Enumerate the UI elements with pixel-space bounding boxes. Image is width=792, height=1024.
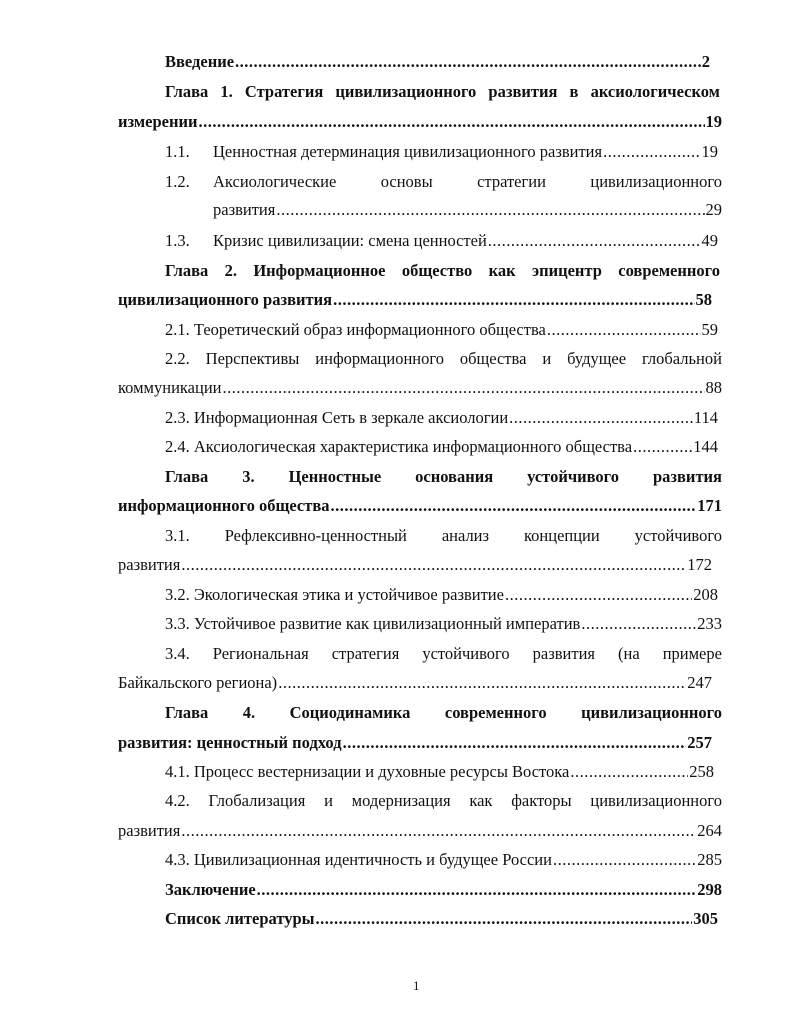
dot-leader <box>547 320 701 340</box>
toc-entry-title: 4.3. Цивилизационная идентичность и будущее России <box>165 850 552 869</box>
heading-word: Глава <box>165 703 209 722</box>
toc-page-number: 19 <box>705 112 722 131</box>
entry-word: и <box>542 349 552 368</box>
dot-leader <box>509 408 693 428</box>
toc-entry-intro <box>165 52 710 72</box>
toc-page-number: 58 <box>695 290 712 309</box>
toc-entry-title: 4.1. Процесс вестернизации и духовные ресурсы Востока <box>165 762 570 781</box>
heading-word: современного <box>618 261 720 280</box>
heading-word: цивилизационного <box>335 82 477 101</box>
toc-page-number: 247 <box>687 673 712 692</box>
toc-entry-title: Заключение <box>165 880 256 899</box>
toc-entry-1-1 <box>213 142 718 162</box>
entry-word: глобальной <box>642 349 722 368</box>
entry-word: как <box>469 791 493 810</box>
entry-word: 3.1. <box>165 526 190 545</box>
entry-word: 4.2. <box>165 791 190 810</box>
entry-word: цивилизационного <box>590 172 722 191</box>
heading-word: Глава <box>165 261 209 280</box>
toc-page-number: 264 <box>697 821 722 840</box>
toc-entry-title: Введение <box>165 52 235 71</box>
toc-entry-title: Список литературы <box>165 909 315 928</box>
toc-entry-title: коммуникации <box>118 378 222 397</box>
toc-entry-1-3 <box>213 231 718 251</box>
toc-page-number: 305 <box>693 909 718 928</box>
toc-entry-2-3 <box>165 408 718 428</box>
page-number: 1 <box>413 978 420 993</box>
dot-leader <box>181 821 696 841</box>
heading-word: 4. <box>242 703 256 722</box>
toc-page-number: 114 <box>693 408 718 427</box>
chapter-4-heading-cont <box>118 733 712 753</box>
section-number: 1.1. <box>165 142 190 161</box>
entry-word: Глобализация <box>208 791 306 810</box>
toc-entry-title: 2.3. Информационная Сеть в зеркале аксиологии <box>165 408 509 427</box>
toc-page-number: 171 <box>697 496 722 515</box>
dot-leader <box>488 231 701 251</box>
entry-word: развития <box>532 644 596 663</box>
heading-word: Ценностные <box>288 467 382 486</box>
entry-word: общества <box>459 349 527 368</box>
heading-word: основания <box>415 467 494 486</box>
toc-entry-3-4 <box>165 644 722 664</box>
dot-leader <box>343 733 687 753</box>
entry-word: Аксиологические <box>213 172 337 191</box>
toc-entry-title: Байкальского региона) <box>118 673 278 692</box>
entry-word: Перспективы <box>205 349 300 368</box>
section-number: 1.3. <box>165 231 190 250</box>
entry-word: и <box>324 791 333 810</box>
entry-word: анализ <box>441 526 490 545</box>
toc-page-number: 233 <box>697 614 722 633</box>
toc-entry-4-2-cont <box>118 821 722 841</box>
entry-word: Региональная <box>212 644 309 663</box>
toc-page-number: 257 <box>687 733 712 752</box>
toc-entry-3-1-cont <box>118 555 712 575</box>
toc-page-number: 59 <box>701 320 718 339</box>
toc-page-number: 88 <box>705 378 722 397</box>
entry-word: 3.4. <box>165 644 190 663</box>
toc-entry-title: развития: ценностный подход <box>118 733 342 752</box>
toc-page-number: 285 <box>697 850 722 869</box>
toc-entry-title: информационного общества <box>118 496 330 515</box>
chapter-1-heading <box>165 82 720 102</box>
chapter-1-heading-cont <box>118 112 722 132</box>
dot-leader <box>603 142 700 162</box>
heading-word: современного <box>444 703 547 722</box>
toc-entry-3-4-cont <box>118 673 712 693</box>
toc-entry-4-2 <box>165 791 722 811</box>
toc-page-number: 49 <box>701 231 718 250</box>
heading-word: Информационное <box>253 261 386 280</box>
toc-page-number: 19 <box>701 142 718 161</box>
dot-leader <box>581 614 696 634</box>
toc-page-number: 208 <box>693 585 718 604</box>
heading-word: устойчивого <box>527 467 620 486</box>
toc-entry-title: развития <box>118 821 181 840</box>
heading-word: Глава <box>165 467 209 486</box>
dot-leader <box>199 112 705 132</box>
dot-leader <box>257 880 697 900</box>
entry-word: будущее <box>567 349 627 368</box>
toc-entry-4-3 <box>165 850 722 870</box>
dot-leader <box>333 290 694 310</box>
entry-word: модернизация <box>351 791 451 810</box>
toc-page-number: 144 <box>693 437 718 456</box>
heading-word: аксиологическом <box>590 82 720 101</box>
toc-entry-title: цивилизационного развития <box>118 290 333 309</box>
toc-entry-title: 2.4. Аксиологическая характеристика информационного общества <box>165 437 633 456</box>
heading-word: общество <box>401 261 473 280</box>
dot-leader <box>633 437 692 457</box>
toc-entry-2-1 <box>165 320 718 340</box>
toc-entry-4-1 <box>165 762 714 782</box>
chapter-2-heading-cont <box>118 290 712 310</box>
toc-entry-title: развития <box>213 200 276 219</box>
toc-page-number: 29 <box>705 200 722 219</box>
heading-word: Стратегия <box>244 82 324 101</box>
heading-word: Социодинамика <box>289 703 411 722</box>
dot-leader <box>235 52 701 72</box>
dot-leader <box>331 496 697 516</box>
toc-entry-3-2 <box>165 585 718 605</box>
dot-leader <box>553 850 696 870</box>
entry-word: цивилизационного <box>590 791 722 810</box>
toc-entry-2-2 <box>165 349 722 369</box>
chapter-2-heading <box>165 261 720 281</box>
toc-page-number: 258 <box>689 762 714 781</box>
heading-word: цивилизационного <box>581 703 722 722</box>
toc-entry-3-1 <box>165 526 722 546</box>
heading-word: как <box>488 261 516 280</box>
entry-word: стратегии <box>477 172 546 191</box>
dot-leader <box>276 200 704 220</box>
heading-word: 3. <box>242 467 255 486</box>
dot-leader <box>505 585 692 605</box>
toc-entry-title: Ценностная детерминация цивилизационного развития <box>213 142 603 161</box>
entry-word: основы <box>380 172 433 191</box>
section-number: 1.2. <box>165 172 190 191</box>
dot-leader <box>316 909 693 929</box>
dot-leader <box>223 378 705 398</box>
heading-word: развития <box>652 467 722 486</box>
heading-word: эпицентр <box>531 261 602 280</box>
toc-page-number: 2 <box>701 52 710 71</box>
toc-entry-title: развития <box>118 555 181 574</box>
dot-leader <box>570 762 688 782</box>
heading-word: в <box>569 82 579 101</box>
entry-word: концепции <box>523 526 600 545</box>
entry-word: 2.2. <box>165 349 190 368</box>
entry-word: информационного <box>315 349 444 368</box>
chapter-4-heading <box>165 703 722 723</box>
entry-word: Рефлексивно-ценностный <box>224 526 407 545</box>
toc-entry-conclusion <box>165 880 722 900</box>
toc-entry-1-2 <box>213 172 722 192</box>
toc-entry-references <box>165 909 718 929</box>
toc-entry-3-3 <box>165 614 722 634</box>
dot-leader <box>181 555 686 575</box>
heading-word: Глава <box>165 82 209 101</box>
heading-word: 2. <box>224 261 238 280</box>
entry-word: факторы <box>511 791 572 810</box>
entry-word: стратегия <box>331 644 400 663</box>
toc-entry-title: 3.3. Устойчивое развитие как цивилизационный императив <box>165 614 581 633</box>
chapter-3-heading-cont <box>118 496 722 516</box>
entry-word: устойчивого <box>422 644 510 663</box>
toc-entry-title: 3.2. Экологическая этика и устойчивое развитие <box>165 585 504 604</box>
entry-word: (на <box>618 644 640 663</box>
toc-entry-2-4 <box>165 437 718 457</box>
heading-word: 1. <box>220 82 233 101</box>
dot-leader <box>278 673 686 693</box>
toc-entry-2-2-cont <box>118 378 722 398</box>
toc-entry-title: Кризис цивилизации: смена ценностей <box>213 231 487 250</box>
chapter-3-heading <box>165 467 722 487</box>
toc-entry-1-2-cont <box>213 200 722 220</box>
entry-word: примере <box>662 644 722 663</box>
toc-entry-title: 2.1. Теоретический образ информационного общества <box>165 320 546 339</box>
toc-entry-title: измерении <box>118 112 198 131</box>
heading-word: развития <box>488 82 558 101</box>
entry-word: устойчивого <box>634 526 722 545</box>
toc-page-number: 298 <box>697 880 722 899</box>
toc-page-number: 172 <box>687 555 712 574</box>
